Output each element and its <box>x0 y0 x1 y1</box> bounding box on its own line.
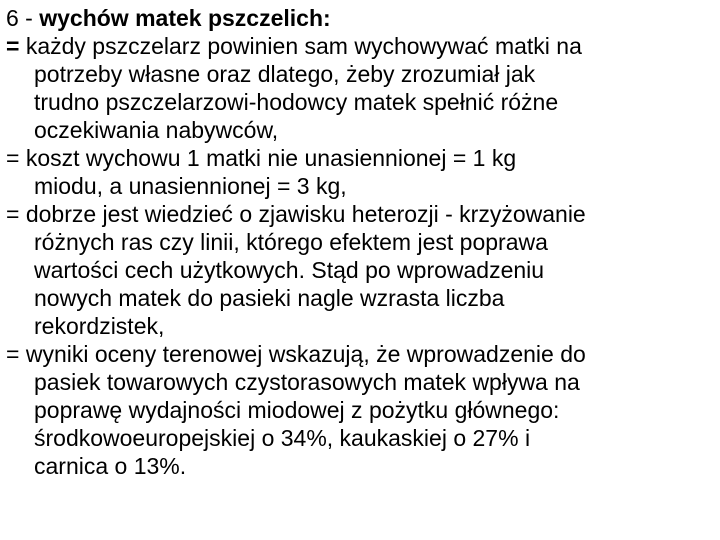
bullet-text-line: miodu, a unasiennionej = 3 kg, <box>34 173 347 199</box>
bullet-text-line: nowych matek do pasieki nagle wzrasta liczba <box>34 285 505 311</box>
bullet-text-line: wartości cech użytkowych. Stąd po wprowadzeniu <box>34 257 545 283</box>
bullet-text-line: każdy pszczelarz powinien sam wychowywać matki na <box>19 33 582 59</box>
bullet-text-line: pasiek towarowych czystorasowych matek wpływa na <box>34 369 580 395</box>
slide-heading <box>6 4 331 32</box>
bullet-text-line: koszt wychowu 1 matki nie unasiennionej = 1 kg <box>19 145 517 171</box>
bullet-text-line: potrzeby własne oraz dlatego, żeby zrozumiał jak <box>34 61 536 87</box>
slide-body <box>6 32 716 480</box>
bullet-text-line: różnych ras czy linii, którego efektem jest poprawa <box>34 229 548 255</box>
bullet-marker: = <box>6 201 20 227</box>
bullet-marker: = <box>6 33 20 59</box>
bullet-text-line: dobrze jest wiedzieć o zjawisku heterozji - krzyżowanie <box>19 201 586 227</box>
bullet-text-line: rekordzistek, <box>34 313 165 339</box>
bullet-point <box>6 32 716 144</box>
bullet-point <box>6 200 716 340</box>
bullet-point <box>6 340 716 480</box>
bullet-marker: = <box>6 341 20 367</box>
bullet-text-line: poprawę wydajności miodowej z pożytku głównego: <box>34 397 560 423</box>
heading-title: wychów matek pszczelich: <box>39 5 331 31</box>
bullet-text-line: trudno pszczelarzowi-hodowcy matek spełnić różne <box>34 89 559 115</box>
bullet-text-line: oczekiwania nabywców, <box>34 117 279 143</box>
bullet-text-line: środkowoeuropejskiej o 34%, kaukaskiej o 27% i <box>34 425 531 451</box>
bullet-text-line: wyniki oceny terenowej wskazują, że wprowadzenie do <box>19 341 586 367</box>
bullet-text-line: carnica o 13%. <box>34 453 187 479</box>
bullet-marker: = <box>6 145 20 171</box>
heading-number: 6 - <box>6 5 40 31</box>
bullet-point <box>6 144 716 200</box>
